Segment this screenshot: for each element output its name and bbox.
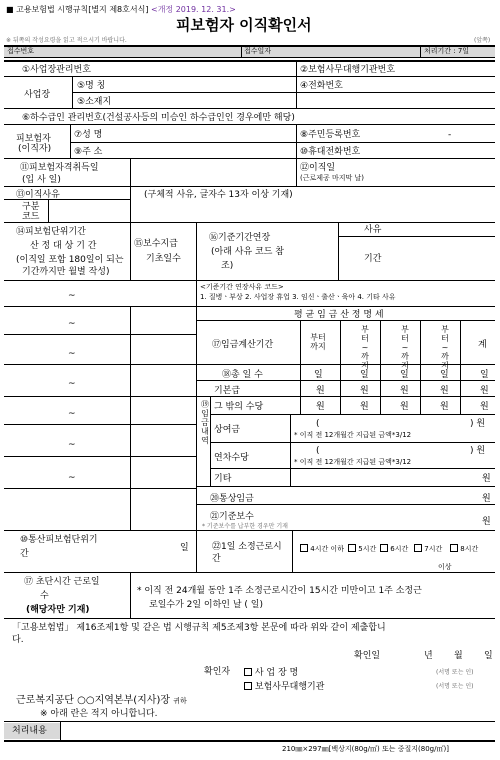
wage-detail-title: 평 균 임 금 산 정 명 세: [294, 310, 384, 320]
agent-no-label: ②보험사무대행기관번호: [300, 65, 396, 75]
short-time-days-sub2: (해당자만 기재): [26, 605, 90, 615]
short-time-days-sub1: 수: [40, 591, 49, 601]
basic-pay-label: 기본급: [214, 386, 241, 396]
checkbox-icon: [348, 544, 356, 552]
bonus-note: * 이직 전 12개월간 지급된 금액*3/12: [294, 431, 412, 439]
table-line: [300, 320, 301, 414]
checkbox-icon: [244, 682, 252, 690]
table-line: [70, 124, 71, 158]
wage-calc-period-label: ⑰임금계산기간: [212, 340, 274, 350]
table-line: [4, 572, 495, 573]
period-tilde: ~: [68, 409, 76, 419]
paren-open: (: [316, 446, 320, 456]
table-line: [4, 530, 495, 531]
workplace-address-label: ⑤소재지: [77, 97, 112, 107]
table-line: [4, 76, 495, 77]
short-time-desc-line2: 로일수가 2일 이하인 날 ( 일): [149, 600, 263, 610]
unit-period-sub2: (이직일 포함 180일이 되는: [16, 255, 124, 265]
table-line: [460, 320, 461, 414]
annual-note: * 이직 전 12개월간 지급된 금액*3/12: [294, 458, 412, 466]
hours-option-8h-sub: 이상: [438, 563, 452, 571]
paid-base-days-label: ⑮보수지급: [134, 239, 178, 249]
table-line: [4, 364, 495, 365]
table-line: [338, 222, 339, 280]
table-line: [4, 108, 495, 109]
checkbox-icon: [380, 544, 388, 552]
won-unit: 원: [440, 402, 449, 412]
separation-date-label: ⑫이직일: [300, 163, 336, 173]
table-line: [4, 396, 495, 397]
recipient-label: 근로복지공단 ○○지역본부(지사)장 귀하: [16, 695, 187, 706]
separation-reason-desc: (구체적 사유, 글자수 13자 이상 기재): [144, 190, 293, 200]
paper-spec: 210㎜×297㎜[백상지(80g/㎡) 또는 중질지(80g/㎡)]: [282, 745, 449, 753]
col-from-header: 부터 까지: [310, 333, 326, 351]
paren-open: (: [316, 419, 320, 429]
insured-name-label: ⑦성 명: [74, 130, 103, 140]
standard-pay-note: * 기준보수를 납부한 경우만 기재: [202, 523, 288, 530]
table-line: [380, 320, 381, 414]
hours-option-4h[interactable]: 4시간 이하: [300, 544, 344, 553]
table-line: [338, 236, 495, 237]
period-tilde: ~: [68, 440, 76, 450]
employer-checkbox[interactable]: 사 업 장 명: [244, 668, 298, 678]
separation-date-sub: (근로제공 마지막 날): [300, 174, 365, 182]
table-line: [130, 222, 131, 280]
insured-rrn-label: ⑧주민등록번호: [300, 130, 361, 140]
receipt-date-label: 접수일자: [244, 47, 272, 55]
standard-pay-label: ㉑기준보수: [210, 512, 254, 522]
days-unit: 일: [480, 370, 489, 380]
form-title: 피보험자 이직확인서: [176, 16, 312, 34]
annual-won: ) 원: [470, 446, 486, 456]
separation-reason-label: ⑬이직사유: [16, 190, 60, 200]
table-line: [60, 721, 61, 740]
instruction-note: ※ 뒤쪽의 작성요령을 읽고 적으시기 바랍니다.: [6, 37, 127, 44]
won-unit: 원: [480, 386, 489, 396]
checkbox-icon: [414, 544, 422, 552]
table-line: [420, 45, 421, 57]
caution-note: ※ 아래 란은 적지 아니합니다.: [40, 709, 158, 719]
unit-period-sub1: 산 정 대 상 기 간: [30, 241, 97, 251]
won-unit: 원: [360, 402, 369, 412]
base-period-extension-label: ⑯기준기간연장: [209, 233, 271, 243]
days-unit: 일: [314, 370, 323, 380]
total-unit-period-sub: 간: [20, 549, 29, 559]
acquisition-date-sub: (입 사 일): [22, 175, 61, 185]
table-line: [210, 468, 495, 469]
table-line: [4, 488, 196, 489]
month-label: 월: [454, 651, 463, 661]
insured-group-sub: (이직자): [18, 144, 52, 154]
checkbox-icon: [450, 544, 458, 552]
table-line: [4, 199, 130, 200]
total-unit-days-unit: 일: [180, 543, 189, 553]
days-unit: 일: [360, 370, 369, 380]
confirmer-label: 확인자: [204, 667, 231, 677]
table-line: [4, 124, 495, 125]
workplace-mgmt-no-label: ①사업장관리번호: [22, 65, 91, 75]
total-unit-period-label: ⑩통산피보험단위기: [20, 535, 98, 545]
daily-hours-sub: 간: [212, 554, 221, 564]
unit-period-sub3: 기간까지만 월별 작성): [22, 267, 110, 277]
insured-mobile-label: ⑩휴대전화번호: [300, 147, 361, 157]
front-side-label: (앞쪽): [474, 37, 491, 44]
checkbox-icon: [300, 544, 308, 552]
col-from-until-v: 부터~까지: [401, 325, 409, 370]
checkbox-icon: [244, 668, 252, 676]
table-line: [4, 57, 495, 58]
table-line: [196, 222, 197, 530]
agent-checkbox[interactable]: 보험사무대행기관: [244, 682, 324, 692]
table-line: [210, 442, 495, 443]
won-unit: 원: [482, 494, 491, 504]
period-tilde: ~: [68, 379, 76, 389]
table-line: [196, 530, 197, 572]
won-unit: 원: [400, 386, 409, 396]
days-unit: 일: [440, 370, 449, 380]
period-tilde: ~: [68, 319, 76, 329]
hours-option-5h[interactable]: 5시간: [348, 544, 376, 553]
won-unit: 원: [480, 402, 489, 412]
table-line: [4, 740, 495, 742]
col-from-until-v: 부터~까지: [361, 325, 369, 370]
processing-period-label: 처리기간 : 7일: [424, 47, 470, 55]
receipt-number-label: 접수번호: [7, 47, 35, 55]
confirm-date-label: 확인일: [354, 651, 381, 661]
table-line: [4, 306, 495, 307]
won-unit: 원: [440, 386, 449, 396]
declaration-text-end: 다.: [12, 635, 24, 645]
other-allowance-label: 그 밖의 수당: [214, 402, 264, 412]
table-line: [130, 306, 131, 530]
table-line: [340, 320, 341, 414]
period-tilde: ~: [68, 291, 76, 301]
table-line: [4, 721, 495, 722]
table-line: [4, 60, 495, 62]
table-line: [290, 414, 291, 486]
table-line: [210, 396, 211, 486]
form-law-reference: ■ 고용보험법 시행규칙[별지 제8호서식] <개정 2019. 12. 31.>: [6, 5, 236, 14]
extension-codes-list: 1. 질병ㆍ부상 2. 사업장 휴업 3. 임신ㆍ출산ㆍ육아 4. 기타 사유: [200, 293, 396, 301]
table-line: [241, 45, 242, 57]
table-line: [130, 158, 131, 222]
won-unit: 원: [400, 402, 409, 412]
extension-sub1: (아래 사유 코드 참: [211, 247, 284, 257]
col-from-until-v: 부터~까지: [441, 325, 449, 370]
processing-label: 처리내용: [12, 726, 47, 736]
won-unit: 원: [482, 474, 491, 484]
workplace-group-label: 사업장: [24, 90, 51, 100]
period-tilde: ~: [68, 473, 76, 483]
table-line: [4, 456, 196, 457]
table-line: [72, 76, 73, 108]
table-line: [196, 320, 495, 321]
table-line: [4, 618, 495, 619]
bonus-won: ) 원: [470, 419, 486, 429]
revision-date: <개정 2019. 12. 31.>: [151, 5, 236, 14]
table-line: [292, 530, 293, 572]
table-line: [196, 504, 495, 505]
table-line: [420, 320, 421, 414]
table-line: [70, 142, 495, 143]
subcontract-label: ⑥하수급인 관리번호(건설공사등의 미승인 하수급인인 경우에만 해당): [22, 113, 295, 123]
table-line: [210, 414, 495, 415]
table-line: [48, 199, 49, 222]
days-unit: 일: [400, 370, 409, 380]
won-unit: 원: [482, 517, 491, 527]
insured-group-label: 피보험자: [16, 134, 51, 144]
paid-base-days-sub: 기초일수: [146, 254, 181, 264]
table-line: [130, 572, 131, 618]
insured-unit-period-label: ⑭피보험단위기간: [16, 227, 86, 237]
total-days-label: ⑱총 일 수: [222, 370, 263, 380]
insured-address-label: ⑨주 소: [74, 147, 103, 157]
period-tilde: ~: [68, 349, 76, 359]
workplace-phone-label: ④전화번호: [300, 81, 343, 91]
hours-option-6h[interactable]: 6시간: [380, 544, 408, 553]
table-line: [4, 280, 495, 281]
short-time-days-label: ⑰ 초단시간 근로일: [24, 577, 100, 587]
table-line: [296, 60, 297, 108]
workplace-name-label: ⑤명 칭: [77, 81, 106, 91]
hours-option-7h[interactable]: 7시간: [414, 544, 442, 553]
table-line: [4, 222, 495, 223]
extension-period-label: 기간: [364, 254, 382, 264]
table-line: [296, 124, 297, 186]
table-line: [4, 158, 495, 159]
col-total-header: 계: [478, 340, 487, 350]
declaration-text: 「고용보험법」 제16조제1항 및 같은 법 시행규칙 제5조제3항 본문에 따라 위와 같이 제출합니: [12, 623, 386, 633]
extension-reason-label: 사유: [364, 225, 382, 235]
reason-code-label: 구분: [22, 202, 40, 212]
employer-sign: (서명 또는 인): [436, 669, 474, 676]
daily-hours-label: ㉒1일 소정근로시: [212, 542, 282, 552]
won-unit: 원: [360, 386, 369, 396]
table-line: [4, 186, 495, 187]
extension-sub2: 조): [221, 261, 234, 271]
table-line: [4, 45, 495, 47]
table-line: [196, 486, 495, 487]
table-line: [4, 334, 196, 335]
reason-code-sub: 코드: [22, 212, 40, 222]
wage-breakdown-label: ⑲임금내역: [201, 400, 209, 445]
table-line: [72, 92, 495, 93]
hours-option-8h[interactable]: 8시간: [450, 544, 478, 553]
extension-codes-title: <기준기간 연장사유 코드>: [200, 283, 284, 291]
rrn-dash: -: [448, 130, 452, 140]
won-unit: 원: [316, 402, 325, 412]
table-line: [196, 380, 495, 381]
table-line: [4, 424, 196, 425]
won-unit: 원: [316, 386, 325, 396]
agent-sign: (서명 또는 인): [436, 683, 474, 690]
bonus-label: 상여금: [214, 425, 241, 435]
annual-leave-pay-label: 연차수당: [214, 453, 249, 463]
day-label: 일: [484, 651, 493, 661]
other-pay-label: 기타: [214, 474, 232, 484]
year-label: 년: [424, 651, 433, 661]
acquisition-date-label: ⑪피보험자격취득일: [20, 163, 99, 173]
ordinary-wage-label: ⑳통상임금: [210, 494, 254, 504]
short-time-desc-line1: * 이직 전 24개월 동안 1주 소정근로시간이 15시간 미만이고 1주 소정근: [137, 586, 422, 596]
